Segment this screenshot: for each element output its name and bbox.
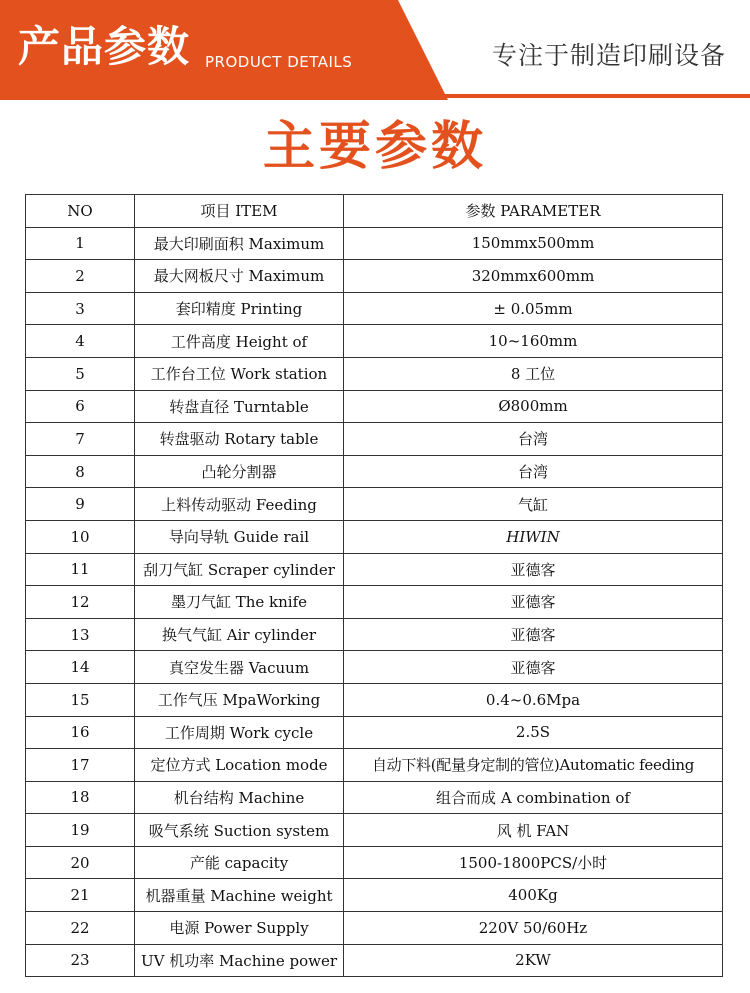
- row-param: ± 0.05mm: [344, 292, 723, 325]
- row-item: 机台结构 Machine: [135, 781, 344, 814]
- row-param: 亚德客: [344, 553, 723, 586]
- row-no: 21: [26, 879, 135, 912]
- row-item: 电源 Power Supply: [135, 912, 344, 945]
- table-row: [26, 586, 723, 619]
- row-item: 上料传动驱动 Feeding: [135, 488, 344, 521]
- row-item: UV 机功率 Machine power: [135, 944, 344, 977]
- row-no: 18: [26, 781, 135, 814]
- row-param: 自动下料(配量身定制的管位)Automatic feeding: [344, 749, 723, 782]
- row-param: 亚德客: [344, 586, 723, 619]
- row-no: 23: [26, 944, 135, 977]
- row-param: 220V 50/60Hz: [344, 912, 723, 945]
- row-item: 产能 capacity: [135, 846, 344, 879]
- parameter-table: [25, 194, 723, 977]
- table-row: [26, 749, 723, 782]
- row-no: 10: [26, 520, 135, 553]
- table-row: [26, 944, 723, 977]
- row-param: HIWIN: [344, 520, 723, 553]
- table-row: [26, 716, 723, 749]
- row-item: 工件高度 Height of: [135, 325, 344, 358]
- row-item: 换气气缸 Air cylinder: [135, 618, 344, 651]
- row-param: 10~160mm: [344, 325, 723, 358]
- row-no: 11: [26, 553, 135, 586]
- row-item: 凸轮分割器: [135, 455, 344, 488]
- header-title-en: PRODUCT DETAILS: [205, 53, 353, 71]
- row-item: 吸气系统 Suction system: [135, 814, 344, 847]
- row-param: 1500-1800PCS/小时: [344, 846, 723, 879]
- table-row: [26, 814, 723, 847]
- row-no: 9: [26, 488, 135, 521]
- row-no: 17: [26, 749, 135, 782]
- table-row: [26, 357, 723, 390]
- table-row: [26, 846, 723, 879]
- row-param: 台湾: [344, 455, 723, 488]
- row-item: 工作周期 Work cycle: [135, 716, 344, 749]
- row-item: 转盘驱动 Rotary table: [135, 423, 344, 456]
- table-row: [26, 488, 723, 521]
- table-row: [26, 423, 723, 456]
- row-no: 8: [26, 455, 135, 488]
- row-no: 14: [26, 651, 135, 684]
- table-row: [26, 553, 723, 586]
- row-no: 4: [26, 325, 135, 358]
- row-item: 转盘直径 Turntable: [135, 390, 344, 423]
- row-param: 400Kg: [344, 879, 723, 912]
- row-no: 13: [26, 618, 135, 651]
- table-row: [26, 455, 723, 488]
- table-row: [26, 651, 723, 684]
- header-underline: [0, 94, 750, 98]
- row-param: 2.5S: [344, 716, 723, 749]
- row-no: 1: [26, 227, 135, 260]
- table-row: [26, 390, 723, 423]
- table-row: [26, 781, 723, 814]
- table-row: [26, 618, 723, 651]
- row-item: 套印精度 Printing: [135, 292, 344, 325]
- table-row: [26, 520, 723, 553]
- row-no: 3: [26, 292, 135, 325]
- row-no: 7: [26, 423, 135, 456]
- row-no: 19: [26, 814, 135, 847]
- row-no: 20: [26, 846, 135, 879]
- row-item: 最大网板尺寸 Maximum: [135, 260, 344, 293]
- column-header-no: NO: [26, 195, 135, 228]
- table-row: [26, 879, 723, 912]
- table-row: [26, 292, 723, 325]
- table-header-row: [26, 195, 723, 228]
- row-no: 16: [26, 716, 135, 749]
- header-banner: [0, 0, 750, 100]
- row-param: 150mmx500mm: [344, 227, 723, 260]
- row-no: 12: [26, 586, 135, 619]
- table-row: [26, 260, 723, 293]
- row-param: 台湾: [344, 423, 723, 456]
- row-no: 15: [26, 683, 135, 716]
- row-param: 2KW: [344, 944, 723, 977]
- row-item: 机器重量 Machine weight: [135, 879, 344, 912]
- row-param: 风 机 FAN: [344, 814, 723, 847]
- row-item: 最大印刷面积 Maximum: [135, 227, 344, 260]
- header-title-cn: 产品参数: [18, 22, 191, 71]
- row-no: 22: [26, 912, 135, 945]
- column-header-item: 项目 ITEM: [135, 195, 344, 228]
- row-item: 真空发生器 Vacuum: [135, 651, 344, 684]
- table-row: [26, 325, 723, 358]
- row-item: 工作台工位 Work station: [135, 357, 344, 390]
- row-param: 组合而成 A combination of: [344, 781, 723, 814]
- main-title: 主要参数: [262, 117, 487, 177]
- row-param: 8 工位: [344, 357, 723, 390]
- row-item: 工作气压 MpaWorking: [135, 683, 344, 716]
- header-slogan: 专注于制造印刷设备: [491, 41, 726, 70]
- table-row: [26, 227, 723, 260]
- row-item: 墨刀气缸 The knife: [135, 586, 344, 619]
- row-param: 气缸: [344, 488, 723, 521]
- row-param: 亚德客: [344, 651, 723, 684]
- row-no: 2: [26, 260, 135, 293]
- row-no: 5: [26, 357, 135, 390]
- row-no: 6: [26, 390, 135, 423]
- table-row: [26, 683, 723, 716]
- row-param: 亚德客: [344, 618, 723, 651]
- row-item: 导向导轨 Guide rail: [135, 520, 344, 553]
- row-param: 320mmx600mm: [344, 260, 723, 293]
- row-param: 0.4~0.6Mpa: [344, 683, 723, 716]
- row-param: Ø800mm: [344, 390, 723, 423]
- column-header-parameter: 参数 PARAMETER: [344, 195, 723, 228]
- row-item: 刮刀气缸 Scraper cylinder: [135, 553, 344, 586]
- row-item: 定位方式 Location mode: [135, 749, 344, 782]
- table-row: [26, 912, 723, 945]
